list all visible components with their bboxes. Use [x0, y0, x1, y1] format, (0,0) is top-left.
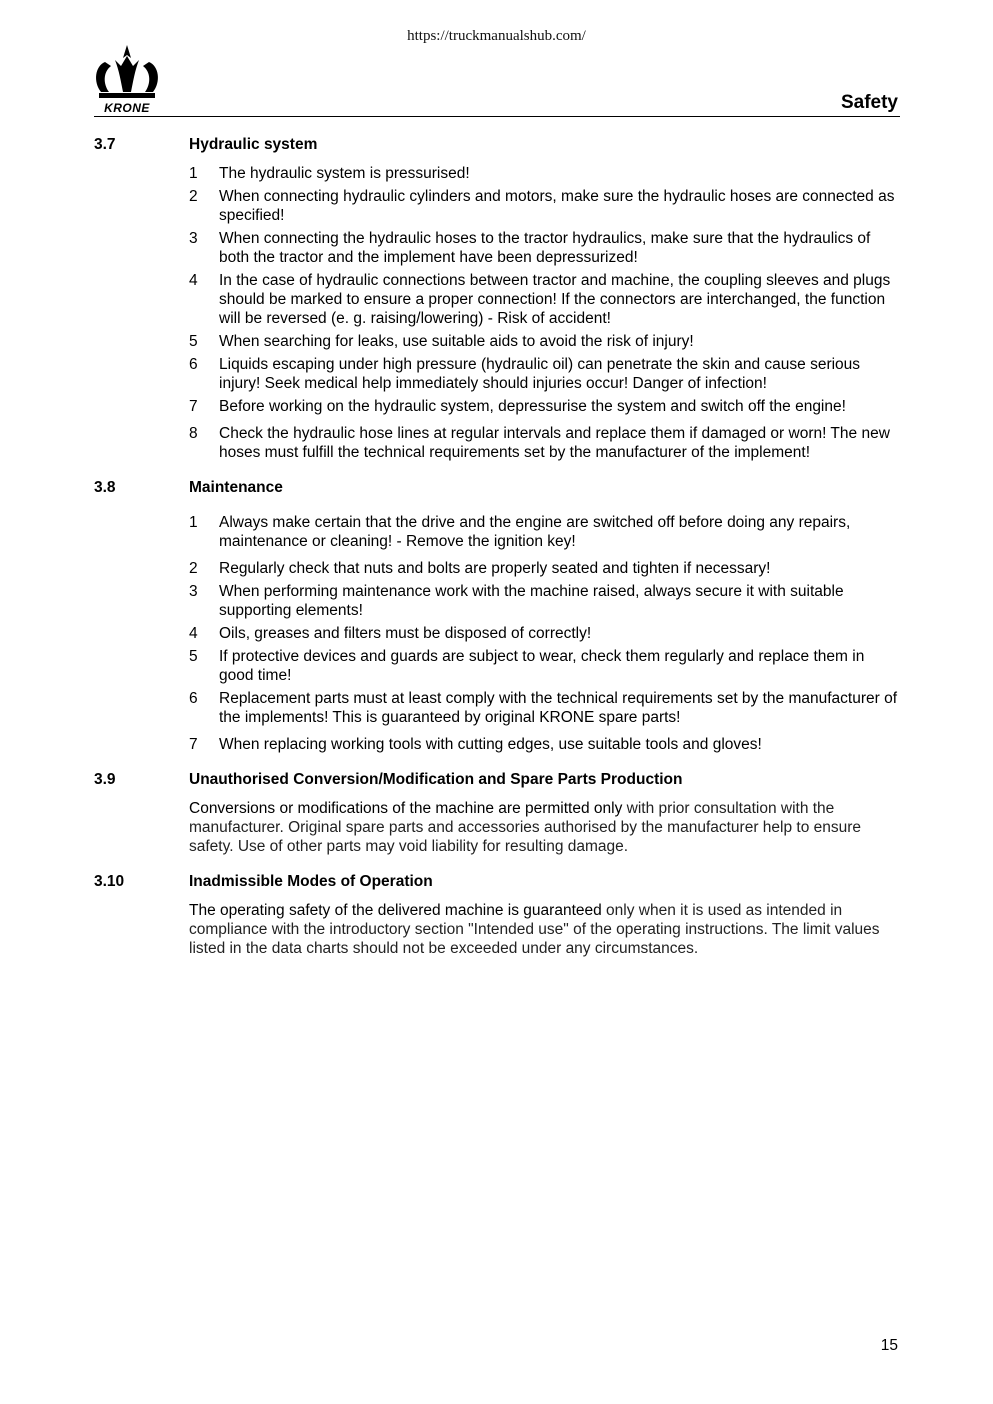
list-item [189, 624, 900, 643]
list-item [189, 559, 900, 578]
item-number: 7 [189, 398, 198, 415]
item-number: 7 [189, 736, 198, 753]
list-item [189, 164, 900, 183]
section-hydraulic-system [94, 135, 900, 462]
item-number: 5 [189, 333, 198, 350]
section-number: 3.9 [94, 771, 116, 788]
item-number: 3 [189, 230, 198, 247]
item-number: 6 [189, 690, 198, 707]
list-item [189, 582, 900, 620]
item-text: Always make certain that the drive and the engine are switched off before doing any repairs, maintenance or cleaning! - Remove the ignition key! [219, 514, 851, 550]
list-item [189, 513, 900, 551]
item-text: When searching for leaks, use suitable aids to avoid the risk of injury! [219, 333, 694, 350]
paragraph-rest: only when it is used as intended in compliance with the introductory section "Intended use" of the operating instructions. The limit values listed in the data charts should not be exceeded under any circumstances. [189, 902, 880, 957]
paragraph-rest: with prior consultation with the manufacturer. Original spare parts and accessories authorised by the manufacturer help to ensure safety. Use of other parts may void liability for resulting damage. [189, 800, 862, 855]
logo-wordmark: KRONE [104, 101, 150, 115]
item-number: 6 [189, 356, 198, 373]
item-text: Oils, greases and filters must be disposed of correctly! [219, 625, 592, 642]
item-number: 1 [189, 514, 198, 531]
numbered-list [94, 513, 900, 754]
item-text: In the case of hydraulic connections between tractor and machine, the coupling sleeves and plugs should be marked to ensure a proper connection! If the connectors are interchanged, the function will be reversed (e. g. raising/lowering) - Risk of accident! [219, 272, 891, 327]
section-title: Hydraulic system [189, 136, 318, 153]
page-title: Safety [840, 92, 898, 113]
item-number: 1 [189, 165, 198, 182]
page-content [94, 135, 900, 958]
section-paragraph [94, 901, 900, 958]
section-inadmissible-modes [94, 872, 900, 958]
section-number: 3.7 [94, 136, 116, 153]
item-number: 8 [189, 425, 198, 442]
item-number: 2 [189, 188, 198, 205]
list-item [189, 187, 900, 225]
item-text: When performing maintenance work with the machine raised, always secure it with suitable supporting elements! [219, 583, 844, 619]
item-number: 4 [189, 272, 198, 289]
section-title: Maintenance [189, 479, 283, 496]
crown-icon [93, 44, 165, 100]
item-text: Liquids escaping under high pressure (hydraulic oil) can penetrate the skin and cause serious injury! Seek medical help immediately should injuries occur! Danger of infection! [219, 356, 861, 392]
list-item [189, 332, 900, 351]
item-number: 4 [189, 625, 198, 642]
item-number: 5 [189, 648, 198, 665]
item-text: Before working on the hydraulic system, depressurise the system and switch off the engine! [219, 398, 846, 415]
item-text: Replacement parts must at least comply with the technical requirements set by the manufacturer of the implements! This is guaranteed by original KRONE spare parts! [219, 690, 898, 726]
paragraph-lead: Conversions or modifications of the machine are permitted only [189, 800, 623, 817]
item-text: If protective devices and guards are subject to wear, check them regularly and replace them in good time! [219, 648, 865, 684]
list-item [189, 689, 900, 727]
list-item [189, 647, 900, 685]
paragraph-lead: The operating safety of the delivered machine is guaranteed [189, 902, 602, 919]
section-paragraph [94, 799, 900, 856]
numbered-list [94, 164, 900, 462]
section-unauthorised-conversion [94, 770, 900, 856]
list-item [189, 424, 900, 462]
item-text: When connecting hydraulic cylinders and motors, make sure the hydraulic hoses are connected as specified! [219, 188, 895, 224]
section-title: Inadmissible Modes of Operation [189, 873, 433, 890]
section-number: 3.10 [94, 873, 125, 890]
item-text: Check the hydraulic hose lines at regular intervals and replace them if damaged or worn! The new hoses must fulfill the technical requirements set by the manufacturer of the implement! [219, 425, 890, 461]
krone-logo [93, 44, 165, 114]
list-item [189, 271, 900, 328]
section-number: 3.8 [94, 479, 116, 496]
list-item [189, 229, 900, 267]
item-text: The hydraulic system is pressurised! [219, 165, 470, 182]
section-maintenance [94, 478, 900, 754]
list-item [189, 735, 900, 754]
header-divider [94, 116, 900, 117]
item-text: Regularly check that nuts and bolts are properly seated and tighten if necessary! [219, 560, 771, 577]
page-number: 15 [880, 1337, 898, 1354]
list-item [189, 397, 900, 416]
source-url: https://truckmanualshub.com/ [407, 28, 586, 44]
section-title: Unauthorised Conversion/Modification and Spare Parts Production [189, 771, 683, 788]
item-text: When connecting the hydraulic hoses to the tractor hydraulics, make sure that the hydraulics of both the tractor and the implement have been depressurized! [219, 230, 871, 266]
item-number: 3 [189, 583, 198, 600]
item-text: When replacing working tools with cutting edges, use suitable tools and gloves! [219, 736, 762, 753]
list-item [189, 355, 900, 393]
item-number: 2 [189, 560, 198, 577]
